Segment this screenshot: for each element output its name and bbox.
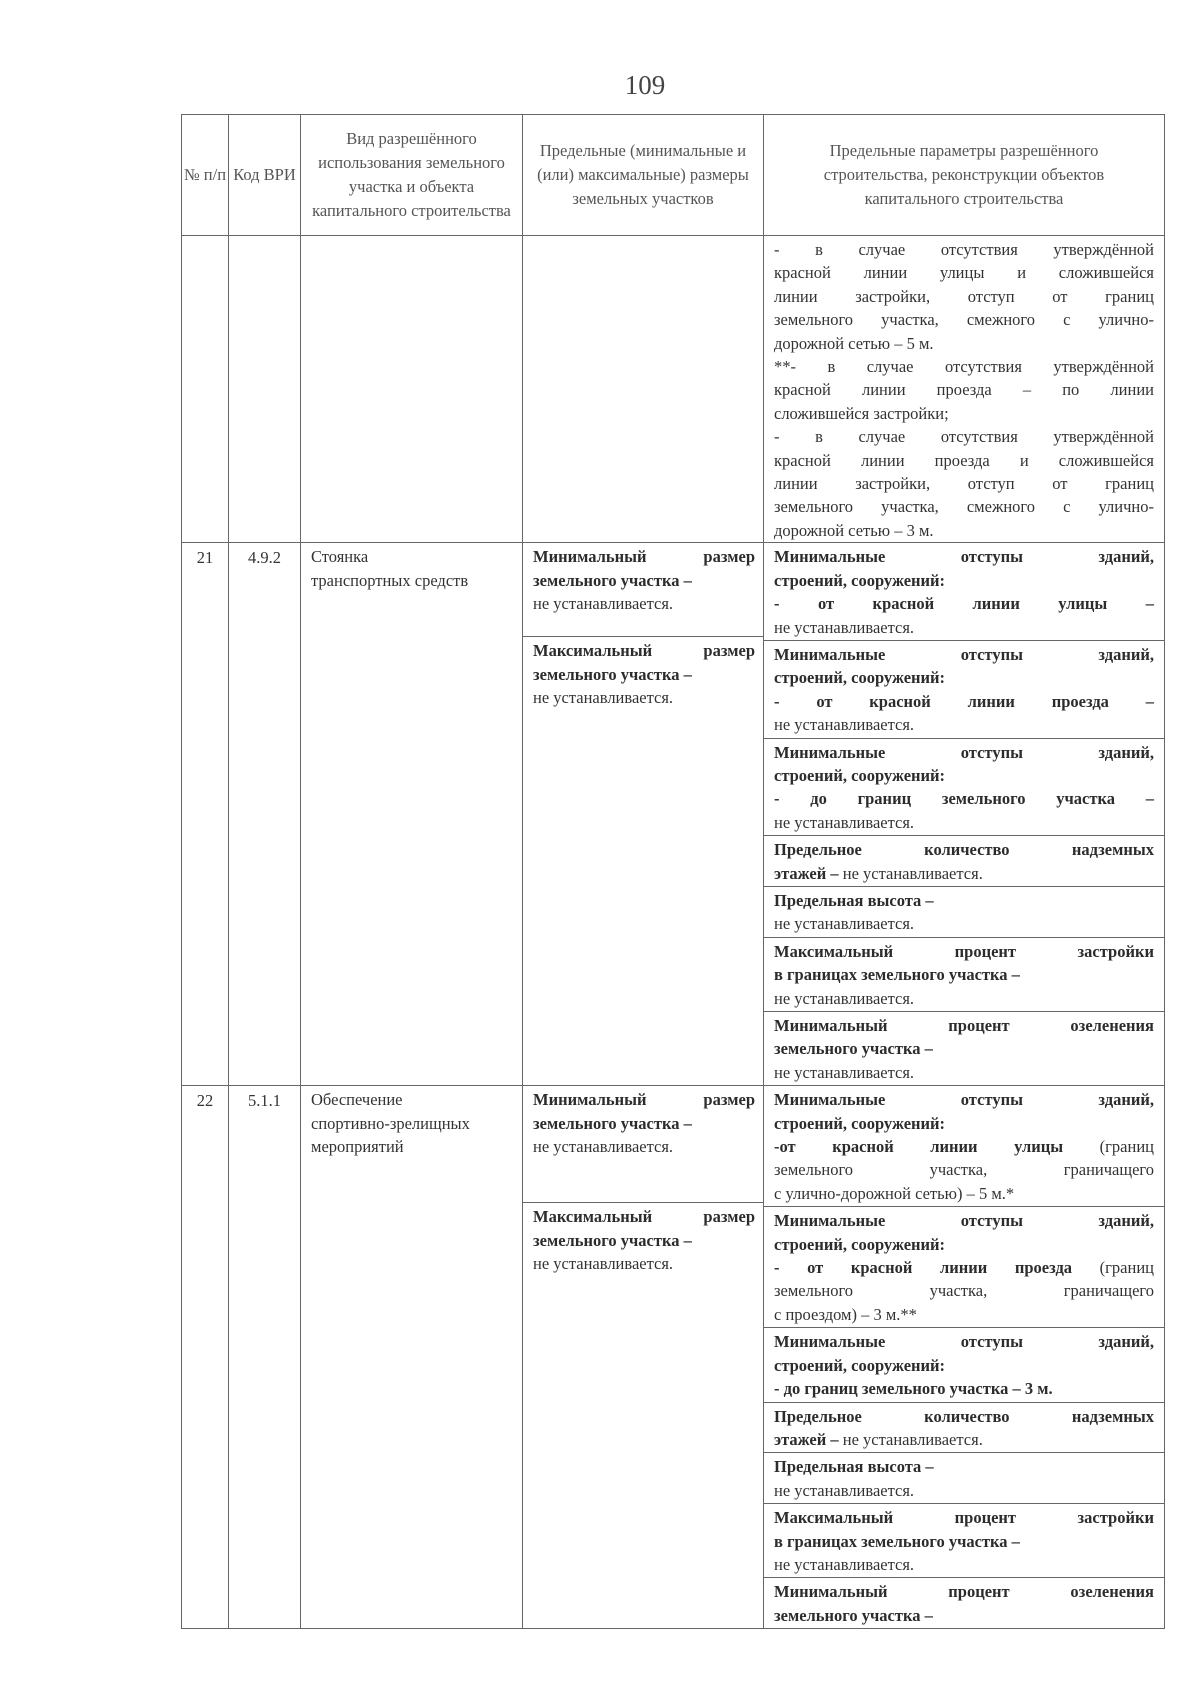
text-line: - в случае отсутствия утверждённой [774,240,1154,259]
param-line: не устанавливается. [838,1429,983,1449]
use-line: спортивно-зрелищных [311,1113,470,1133]
param-line: (границ [1063,1137,1154,1157]
param-line: земельного участка – [774,1039,933,1059]
param-line: (границ [1072,1258,1154,1278]
param-line: строений, сооружений: [774,1355,946,1375]
text-line: красной линии проезда – по линии [774,380,1154,400]
table-row-22 [182,1086,1165,1629]
param-block [764,886,1164,937]
param-line: Минимальные отступы зданий, [774,742,1154,762]
size-title: земельного участка – [533,570,692,590]
param-line: -от красной линии улицы [774,1137,1064,1157]
param-line: с улично-дорожной сетью) – 5 м.* [774,1183,1015,1203]
param-line: земельного участка – [774,1605,933,1625]
row-use [301,543,523,1086]
param-block [764,640,1164,738]
size-title: земельного участка – [533,1230,692,1250]
param-line: строений, сооружений: [774,1234,946,1254]
size-title: земельного участка – [533,664,692,684]
param-line: не устанавливается. [774,1062,915,1082]
param-line: Максимальный процент застройки [774,941,1154,961]
param-block [764,1503,1164,1577]
param-block [764,1452,1164,1503]
header-size: Предельные (минимальные и (или) максимальные) размеры земельных участков [523,115,764,236]
text-line: линии застройки, отступ от границ [774,286,1154,306]
row-use [301,1086,523,1629]
header-use: Вид разрешённого использования земельного участка и объекта капитального строительства [301,115,523,236]
param-line: в границах земельного участка – [774,1531,1020,1551]
row-params [764,543,1165,1086]
page-number: 109 [624,70,666,100]
size-value: не устанавливается. [533,688,674,708]
param-block [764,1577,1164,1628]
param-line: строений, сооружений: [774,765,946,785]
use-line: мероприятий [311,1137,404,1157]
param-line: Минимальные отступы зданий, [774,547,1154,567]
param-block [764,1402,1164,1453]
size-title: Максимальный размер [533,641,755,661]
size-value: не устанавливается. [533,1254,674,1274]
param-line: не устанавливается. [774,988,915,1008]
size-title: Минимальный размер [533,1090,755,1110]
header-no: № п/п [182,115,229,236]
param-block [764,738,1164,836]
param-line: Предельная высота – [774,1457,934,1477]
row-no: 21 [182,543,229,1086]
regulations-table [181,114,1165,1629]
text-line: дорожной сетью – 5 м. [774,333,934,353]
param-line: с проездом) – 3 м.** [774,1304,917,1324]
param-line: строений, сооружений: [774,570,946,590]
param-line: не устанавливается. [774,617,915,637]
row-size [523,1086,764,1629]
row-size [523,543,764,1086]
row-code: 5.1.1 [229,1086,301,1629]
text-line: красной линии проезда и сложившейся [774,450,1154,470]
param-line: Минимальные отступы зданий, [774,644,1154,664]
param-line: Предельная высота – [774,890,934,910]
param-line: земельного участка, граничащего [774,1281,1154,1301]
size-title: Минимальный размер [533,547,755,567]
param-line: Минимальный процент озеленения [774,1016,1154,1035]
param-line: Предельное количество надземных [774,840,1154,860]
table-row-21 [182,543,1165,1086]
param-line: не устанавливается. [774,715,915,735]
text-line: линии застройки, отступ от границ [774,474,1154,494]
param-block [764,1011,1164,1085]
use-line: транспортных средств [311,570,469,590]
cont-no [182,236,229,543]
param-line: земельного участка, граничащего [774,1160,1154,1180]
use-line: Обеспечение [311,1090,403,1110]
param-line: не устанавливается. [774,1554,915,1574]
size-value: не устанавливается. [533,594,674,614]
cont-size [523,236,764,543]
row-no: 22 [182,1086,229,1629]
continuation-row [182,236,1165,543]
param-line: - до границ земельного участка – 3 м. [774,1379,1053,1399]
param-line: этажей – [774,1429,839,1449]
cont-code [229,236,301,543]
param-line: этажей – [774,863,839,883]
param-line: не устанавливается. [838,863,983,883]
param-line: не устанавливается. [774,812,915,832]
param-line: строений, сооружений: [774,1113,946,1133]
param-line: Минимальные отступы зданий, [774,1211,1154,1231]
param-line: Максимальный процент застройки [774,1508,1154,1528]
cont-use [301,236,523,543]
header-params: Предельные параметры разрешённого строительства, реконструкции объектов капитального строительства [764,115,1165,236]
param-line: не устанавливается. [774,914,915,934]
param-line: Минимальные отступы зданий, [774,1090,1154,1110]
text-line: дорожной сетью – 3 м. [774,520,934,540]
param-line: - от красной линии проезда [774,1258,1073,1278]
param-line: Минимальный процент озеленения [774,1582,1154,1602]
row-params [764,1086,1165,1629]
cont-params [764,236,1165,543]
param-block [764,835,1164,886]
text-line: **- в случае отсутствия утверждённой [774,357,1154,377]
row-code: 4.9.2 [229,543,301,1086]
size-value: не устанавливается. [533,1137,674,1157]
param-line: Предельное количество надземных [774,1406,1154,1426]
param-block [764,1327,1164,1401]
param-line: - до границ земельного участка – [774,789,1154,809]
table-header-row [182,115,1165,236]
header-code: Код ВРИ [229,115,301,236]
param-block [764,1206,1164,1327]
param-line: строений, сооружений: [774,668,946,688]
text-line: - в случае отсутствия утверждённой [774,427,1154,447]
text-line: земельного участка, смежного с улично- [774,310,1154,330]
text-line: земельного участка, смежного с улично- [774,497,1154,517]
use-line: Стоянка [311,547,369,567]
size-title: Максимальный размер [533,1207,755,1227]
param-line: не устанавливается. [774,1480,915,1500]
text-line: сложившейся застройки; [774,403,949,423]
param-line: - от красной линии улицы – [774,594,1154,614]
text-line: красной линии улицы и сложившейся [774,263,1154,283]
param-line: в границах земельного участка – [774,965,1020,985]
param-block [764,543,1164,640]
param-block [764,1086,1164,1206]
param-line: Минимальные отступы зданий, [774,1332,1154,1352]
param-line: - от красной линии проезда – [774,691,1154,711]
size-title: земельного участка – [533,1113,692,1133]
param-block [764,937,1164,1011]
